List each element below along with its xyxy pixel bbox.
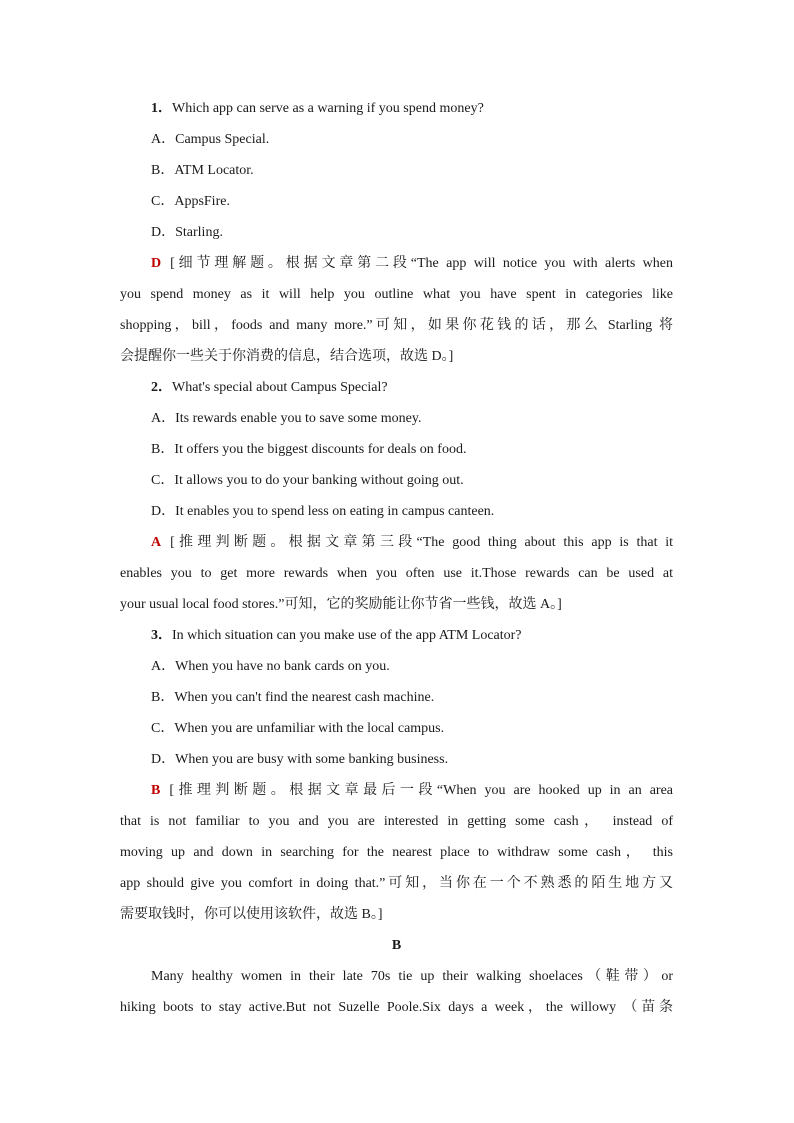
- question-1-option-d: D．Starling.: [151, 225, 223, 240]
- answer-3-explanation-1: [推理判断题。根据文章最后一段“When you are hooked up in an area: [169, 783, 673, 798]
- document-page: [120, 93, 673, 1023]
- question-2-option-d: D．It enables you to spend less on eating in campus canteen.: [151, 504, 495, 519]
- answer-3-line-1: [120, 775, 673, 806]
- question-3-number: 3．: [151, 628, 172, 643]
- answer-1-line-1: [120, 248, 673, 279]
- answer-3-explanation-2: that is not familiar to you and you are interested in getting some cash， instead of: [120, 814, 673, 829]
- answer-2-letter: A: [151, 535, 162, 550]
- question-1-option-c: C．AppsFire.: [151, 194, 230, 209]
- answer-1-explanation-1: [细节理解题。根据文章第二段“The app will notice you with alerts when: [170, 256, 673, 271]
- answer-2-explanation-3: your usual local food stores.”可知，它的奖励能让你节省一些钱，故选 A。]: [120, 597, 562, 612]
- question-3-option-b: B．When you can't find the nearest cash machine.: [151, 690, 435, 705]
- answer-1-letter: D: [151, 256, 162, 271]
- passage-b-line-2: hiking boots to stay active.But not Suzelle Poole.Six days a week，the willowy （苗条: [120, 1000, 673, 1015]
- question-2: [120, 372, 673, 403]
- question-1-text: Which app can serve as a warning if you spend money?: [172, 101, 484, 116]
- question-3-option-a: A．When you have no bank cards on you.: [151, 659, 390, 674]
- question-2-option-c: C．It allows you to do your banking without going out.: [151, 473, 464, 488]
- question-1-number: 1．: [151, 101, 172, 116]
- question-1: [120, 93, 673, 124]
- question-3-option-d: D．When you are busy with some banking business.: [151, 752, 449, 767]
- question-2-text: What's special about Campus Special?: [172, 380, 388, 395]
- answer-1-explanation-2: you spend money as it will help you outline what you have spent in categories like: [120, 287, 673, 302]
- question-3: [120, 620, 673, 651]
- answer-2-explanation-1: [推理判断题。根据文章第三段“The good thing about this app is that it: [170, 535, 673, 550]
- answer-3-explanation-4: app should give you comfort in doing that.”可知，当你在一个不熟悉的陌生地方又: [120, 876, 673, 891]
- answer-3-explanation-5: 需要取钱时，你可以使用该软件，故选 B。]: [120, 907, 383, 922]
- question-2-option-b: B．It offers you the biggest discounts for deals on food.: [151, 442, 467, 457]
- question-3-text: In which situation can you make use of the app ATM Locator?: [172, 628, 522, 643]
- answer-1-explanation-3: shopping，bill，foods and many more.”可知，如果你花钱的话，那么 Starling 将: [120, 318, 673, 333]
- question-2-option-a: A．Its rewards enable you to save some money.: [151, 411, 422, 426]
- answer-1-explanation-4: 会提醒你一些关于你消费的信息，结合选项，故选 D。]: [120, 349, 454, 364]
- question-1-option-a: A．Campus Special.: [151, 132, 270, 147]
- section-b-heading: B: [391, 938, 402, 953]
- answer-3-explanation-3: moving up and down in searching for the nearest place to withdraw some cash， this: [120, 845, 673, 860]
- answer-3-letter: B: [151, 783, 161, 798]
- question-3-option-c: C．When you are unfamiliar with the local campus.: [151, 721, 445, 736]
- answer-2-explanation-2: enables you to get more rewards when you often use it.Those rewards can be used at: [120, 566, 673, 581]
- question-1-option-b: B．ATM Locator.: [151, 163, 254, 178]
- answer-2-line-1: [120, 527, 673, 558]
- question-2-number: 2．: [151, 380, 172, 395]
- passage-b-line-1: Many healthy women in their late 70s tie up their walking shoelaces（鞋带）or: [151, 969, 673, 984]
